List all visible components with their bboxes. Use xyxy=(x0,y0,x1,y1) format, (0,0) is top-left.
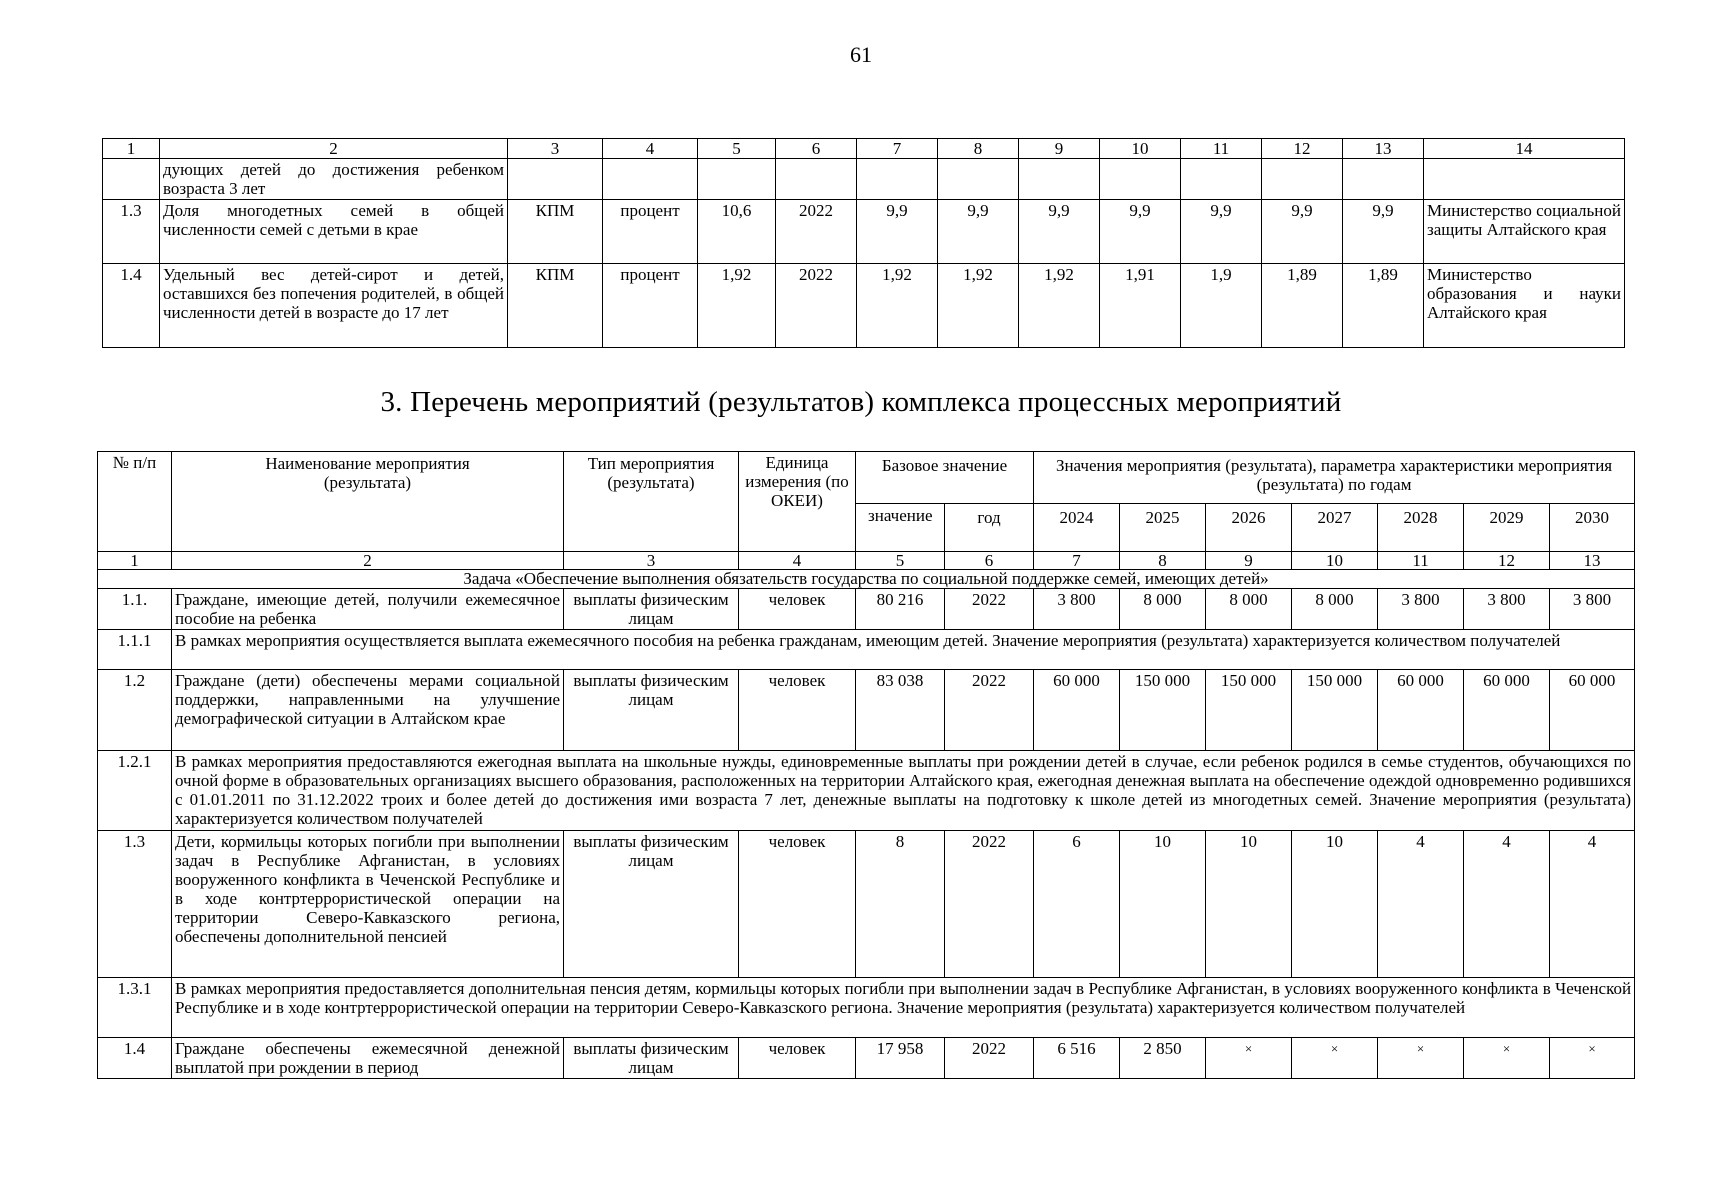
task-row xyxy=(98,570,1635,589)
year-value: 3 800 xyxy=(1034,589,1120,630)
responsible: Министерство социальной защиты Алтайского края xyxy=(1424,200,1625,264)
base-value: 80 216 xyxy=(856,589,945,630)
year-value: 9,9 xyxy=(1100,200,1181,264)
column-number: 10 xyxy=(1100,139,1181,159)
header-base-year: год xyxy=(945,504,1034,552)
year-value: 3 800 xyxy=(1378,589,1464,630)
column-number: 10 xyxy=(1292,552,1378,570)
year-value: 1,91 xyxy=(1100,264,1181,348)
year-value: × xyxy=(1206,1038,1292,1079)
table-row xyxy=(98,831,1635,978)
column-number: 12 xyxy=(1262,139,1343,159)
year-value: × xyxy=(1378,1038,1464,1079)
activity-description: В рамках мероприятия предоставляется дополнительная пенсия детям, кормильцы которых погибли при выполнении задач в Республике Афганистан, в условиях вооруженного конфликта в Чеченской Республике и в ходе контртеррористической операции на территории Северо-Кавказского региона. Значение мероприятия (результата) характеризуется количеством получателей xyxy=(172,978,1635,1038)
column-number: 13 xyxy=(1550,552,1635,570)
column-number-row xyxy=(103,139,1625,159)
continuation-row xyxy=(103,159,1625,200)
year-value: 8 000 xyxy=(1292,589,1378,630)
column-number: 7 xyxy=(857,139,938,159)
year-value: 1,92 xyxy=(857,264,938,348)
page-number: 61 xyxy=(850,42,872,67)
activity-description: В рамках мероприятия осуществляется выплата ежемесячного пособия на ребенка гражданам, имеющим детей. Значение мероприятия (результата) характеризуется количеством получателей xyxy=(172,630,1635,670)
base-year: 2022 xyxy=(776,200,857,264)
year-value: 6 xyxy=(1034,831,1120,978)
column-number: 4 xyxy=(603,139,698,159)
year-value: 1,9 xyxy=(1181,264,1262,348)
column-number-row xyxy=(98,552,1635,570)
year-value: 3 800 xyxy=(1464,589,1550,630)
activity-name: Граждане (дети) обеспечены мерами социальной поддержки, направленными на улучшение демографической ситуации в Алтайском крае xyxy=(172,670,564,751)
table-row xyxy=(103,264,1625,348)
year-value: 1,89 xyxy=(1343,264,1424,348)
activity-name: Граждане обеспечены ежемесячной денежной выплатой при рождении в период xyxy=(172,1038,564,1079)
activity-name: Граждане, имеющие детей, получили ежемесячное пособие на ребенка xyxy=(172,589,564,630)
header-year: 2027 xyxy=(1292,504,1378,552)
header-name: Наименование мероприятия (результата) xyxy=(172,452,564,552)
year-value: 4 xyxy=(1378,831,1464,978)
year-value: 9,9 xyxy=(938,200,1019,264)
column-number: 6 xyxy=(776,139,857,159)
header-type: Тип мероприятия (результата) xyxy=(564,452,739,552)
year-value: × xyxy=(1550,1038,1635,1079)
activity-type: выплаты физическим лицам xyxy=(564,831,739,978)
year-value: 9,9 xyxy=(1181,200,1262,264)
header-base-value: значение xyxy=(856,504,945,552)
year-value: 1,92 xyxy=(938,264,1019,348)
description-row xyxy=(98,630,1635,670)
row-number: 1.2.1 xyxy=(98,751,172,831)
year-value: 150 000 xyxy=(1292,670,1378,751)
row-number: 1.4 xyxy=(103,264,160,348)
row-number: 1.1.1 xyxy=(98,630,172,670)
header-num: № п/п xyxy=(98,452,172,552)
base-value: 83 038 xyxy=(856,670,945,751)
indicator-type: КПМ xyxy=(508,264,603,348)
base-year: 2022 xyxy=(945,589,1034,630)
year-value: 60 000 xyxy=(1550,670,1635,751)
unit: человек xyxy=(739,589,856,630)
column-number: 4 xyxy=(739,552,856,570)
year-value: × xyxy=(1292,1038,1378,1079)
row-number: 1.4 xyxy=(98,1038,172,1079)
year-value: 3 800 xyxy=(1550,589,1635,630)
column-number: 6 xyxy=(945,552,1034,570)
year-value: 1,89 xyxy=(1262,264,1343,348)
header-year: 2028 xyxy=(1378,504,1464,552)
column-number: 2 xyxy=(160,139,508,159)
base-value: 1,92 xyxy=(698,264,776,348)
column-number: 7 xyxy=(1034,552,1120,570)
table-row xyxy=(98,589,1635,630)
year-value: 9,9 xyxy=(857,200,938,264)
header-year: 2030 xyxy=(1550,504,1635,552)
header-unit: Единица измерения (по ОКЕИ) xyxy=(739,452,856,552)
header-values-group: Значения мероприятия (результата), параметра характеристики мероприятия (результата) по годам xyxy=(1034,452,1635,504)
year-value: 8 000 xyxy=(1120,589,1206,630)
year-value: 4 xyxy=(1464,831,1550,978)
row-number: 1.3 xyxy=(103,200,160,264)
year-value: 60 000 xyxy=(1034,670,1120,751)
year-value: 10 xyxy=(1120,831,1206,978)
task-title: Задача «Обеспечение выполнения обязательств государства по социальной поддержке семей, имеющих детей» xyxy=(98,570,1635,589)
year-value: 150 000 xyxy=(1206,670,1292,751)
year-value: 8 000 xyxy=(1206,589,1292,630)
column-number: 2 xyxy=(172,552,564,570)
header-row xyxy=(98,452,1635,504)
description-row xyxy=(98,978,1635,1038)
base-value: 8 xyxy=(856,831,945,978)
unit: человек xyxy=(739,831,856,978)
column-number: 12 xyxy=(1464,552,1550,570)
description-row xyxy=(98,751,1635,831)
base-year: 2022 xyxy=(776,264,857,348)
responsible: Министерство образования и науки Алтайского края xyxy=(1424,264,1625,348)
unit: человек xyxy=(739,670,856,751)
year-value: 6 516 xyxy=(1034,1038,1120,1079)
table-row xyxy=(103,200,1625,264)
base-year: 2022 xyxy=(945,831,1034,978)
column-number: 8 xyxy=(1120,552,1206,570)
indicator-type: КПМ xyxy=(508,200,603,264)
year-value: 4 xyxy=(1550,831,1635,978)
year-value: 9,9 xyxy=(1343,200,1424,264)
year-value: 10 xyxy=(1206,831,1292,978)
year-value: 10 xyxy=(1292,831,1378,978)
year-value: 1,92 xyxy=(1019,264,1100,348)
activity-name: Дети, кормильцы которых погибли при выполнении задач в Республике Афганистан, в условиях вооруженного конфликта в Чеченской Республике и в ходе контртеррористической операции на территории Северо-Кавказского региона, обеспечены дополнительной пенсией xyxy=(172,831,564,978)
year-value: 9,9 xyxy=(1019,200,1100,264)
year-value: 150 000 xyxy=(1120,670,1206,751)
year-value: 2 850 xyxy=(1120,1038,1206,1079)
column-number: 11 xyxy=(1378,552,1464,570)
column-number: 14 xyxy=(1424,139,1625,159)
header-year: 2025 xyxy=(1120,504,1206,552)
activity-type: выплаты физическим лицам xyxy=(564,670,739,751)
header-year: 2029 xyxy=(1464,504,1550,552)
column-number: 5 xyxy=(698,139,776,159)
unit: процент xyxy=(603,264,698,348)
continuation-text: дующих детей до достижения ребенком возраста 3 лет xyxy=(160,159,508,200)
column-number: 3 xyxy=(508,139,603,159)
column-number: 1 xyxy=(103,139,160,159)
section-title: 3. Перечень мероприятий (результатов) комплекса процессных мероприятий xyxy=(380,386,1342,418)
column-number: 3 xyxy=(564,552,739,570)
unit: процент xyxy=(603,200,698,264)
indicator-name: Доля многодетных семей в общей численности семей с детьми в крае xyxy=(160,200,508,264)
row-number: 1.3 xyxy=(98,831,172,978)
column-number: 13 xyxy=(1343,139,1424,159)
activity-type: выплаты физическим лицам xyxy=(564,589,739,630)
base-value: 17 958 xyxy=(856,1038,945,1079)
unit: человек xyxy=(739,1038,856,1079)
column-number: 1 xyxy=(98,552,172,570)
column-number: 8 xyxy=(938,139,1019,159)
activities-table xyxy=(97,451,1635,1079)
activity-description: В рамках мероприятия предоставляются ежегодная выплата на школьные нужды, единовременные выплаты при рождении детей в случае, если ребенок родился в семье студентов, обучающихся по очной форме в образовательных организациях высшего образования, расположенных на территории Алтайского края, ежегодная денежная выплата на обеспечение одеждой одновременно родившихся с 01.01.2011 по 31.12.2022 троих и более детей до достижения ими возраста 7 лет, денежные выплаты на подготовку к школе детей из многодетных семей. Значение мероприятия (результата) характеризуется количеством получателей xyxy=(172,751,1635,831)
table-row xyxy=(98,1038,1635,1079)
row-number: 1.3.1 xyxy=(98,978,172,1038)
column-number: 9 xyxy=(1019,139,1100,159)
year-value: 60 000 xyxy=(1378,670,1464,751)
header-year: 2024 xyxy=(1034,504,1120,552)
row-number: 1.1. xyxy=(98,589,172,630)
base-value: 10,6 xyxy=(698,200,776,264)
activity-type: выплаты физическим лицам xyxy=(564,1038,739,1079)
row-number: 1.2 xyxy=(98,670,172,751)
column-number: 5 xyxy=(856,552,945,570)
header-year: 2026 xyxy=(1206,504,1292,552)
base-year: 2022 xyxy=(945,670,1034,751)
table-row xyxy=(98,670,1635,751)
indicator-name: Удельный вес детей-сирот и детей, оставшихся без попечения родителей, в общей численности детей в возрасте до 17 лет xyxy=(160,264,508,348)
header-base: Базовое значение xyxy=(856,452,1034,504)
year-value: 60 000 xyxy=(1464,670,1550,751)
year-value: × xyxy=(1464,1038,1550,1079)
indicators-table-continuation xyxy=(102,138,1625,348)
base-year: 2022 xyxy=(945,1038,1034,1079)
column-number: 9 xyxy=(1206,552,1292,570)
year-value: 9,9 xyxy=(1262,200,1343,264)
column-number: 11 xyxy=(1181,139,1262,159)
